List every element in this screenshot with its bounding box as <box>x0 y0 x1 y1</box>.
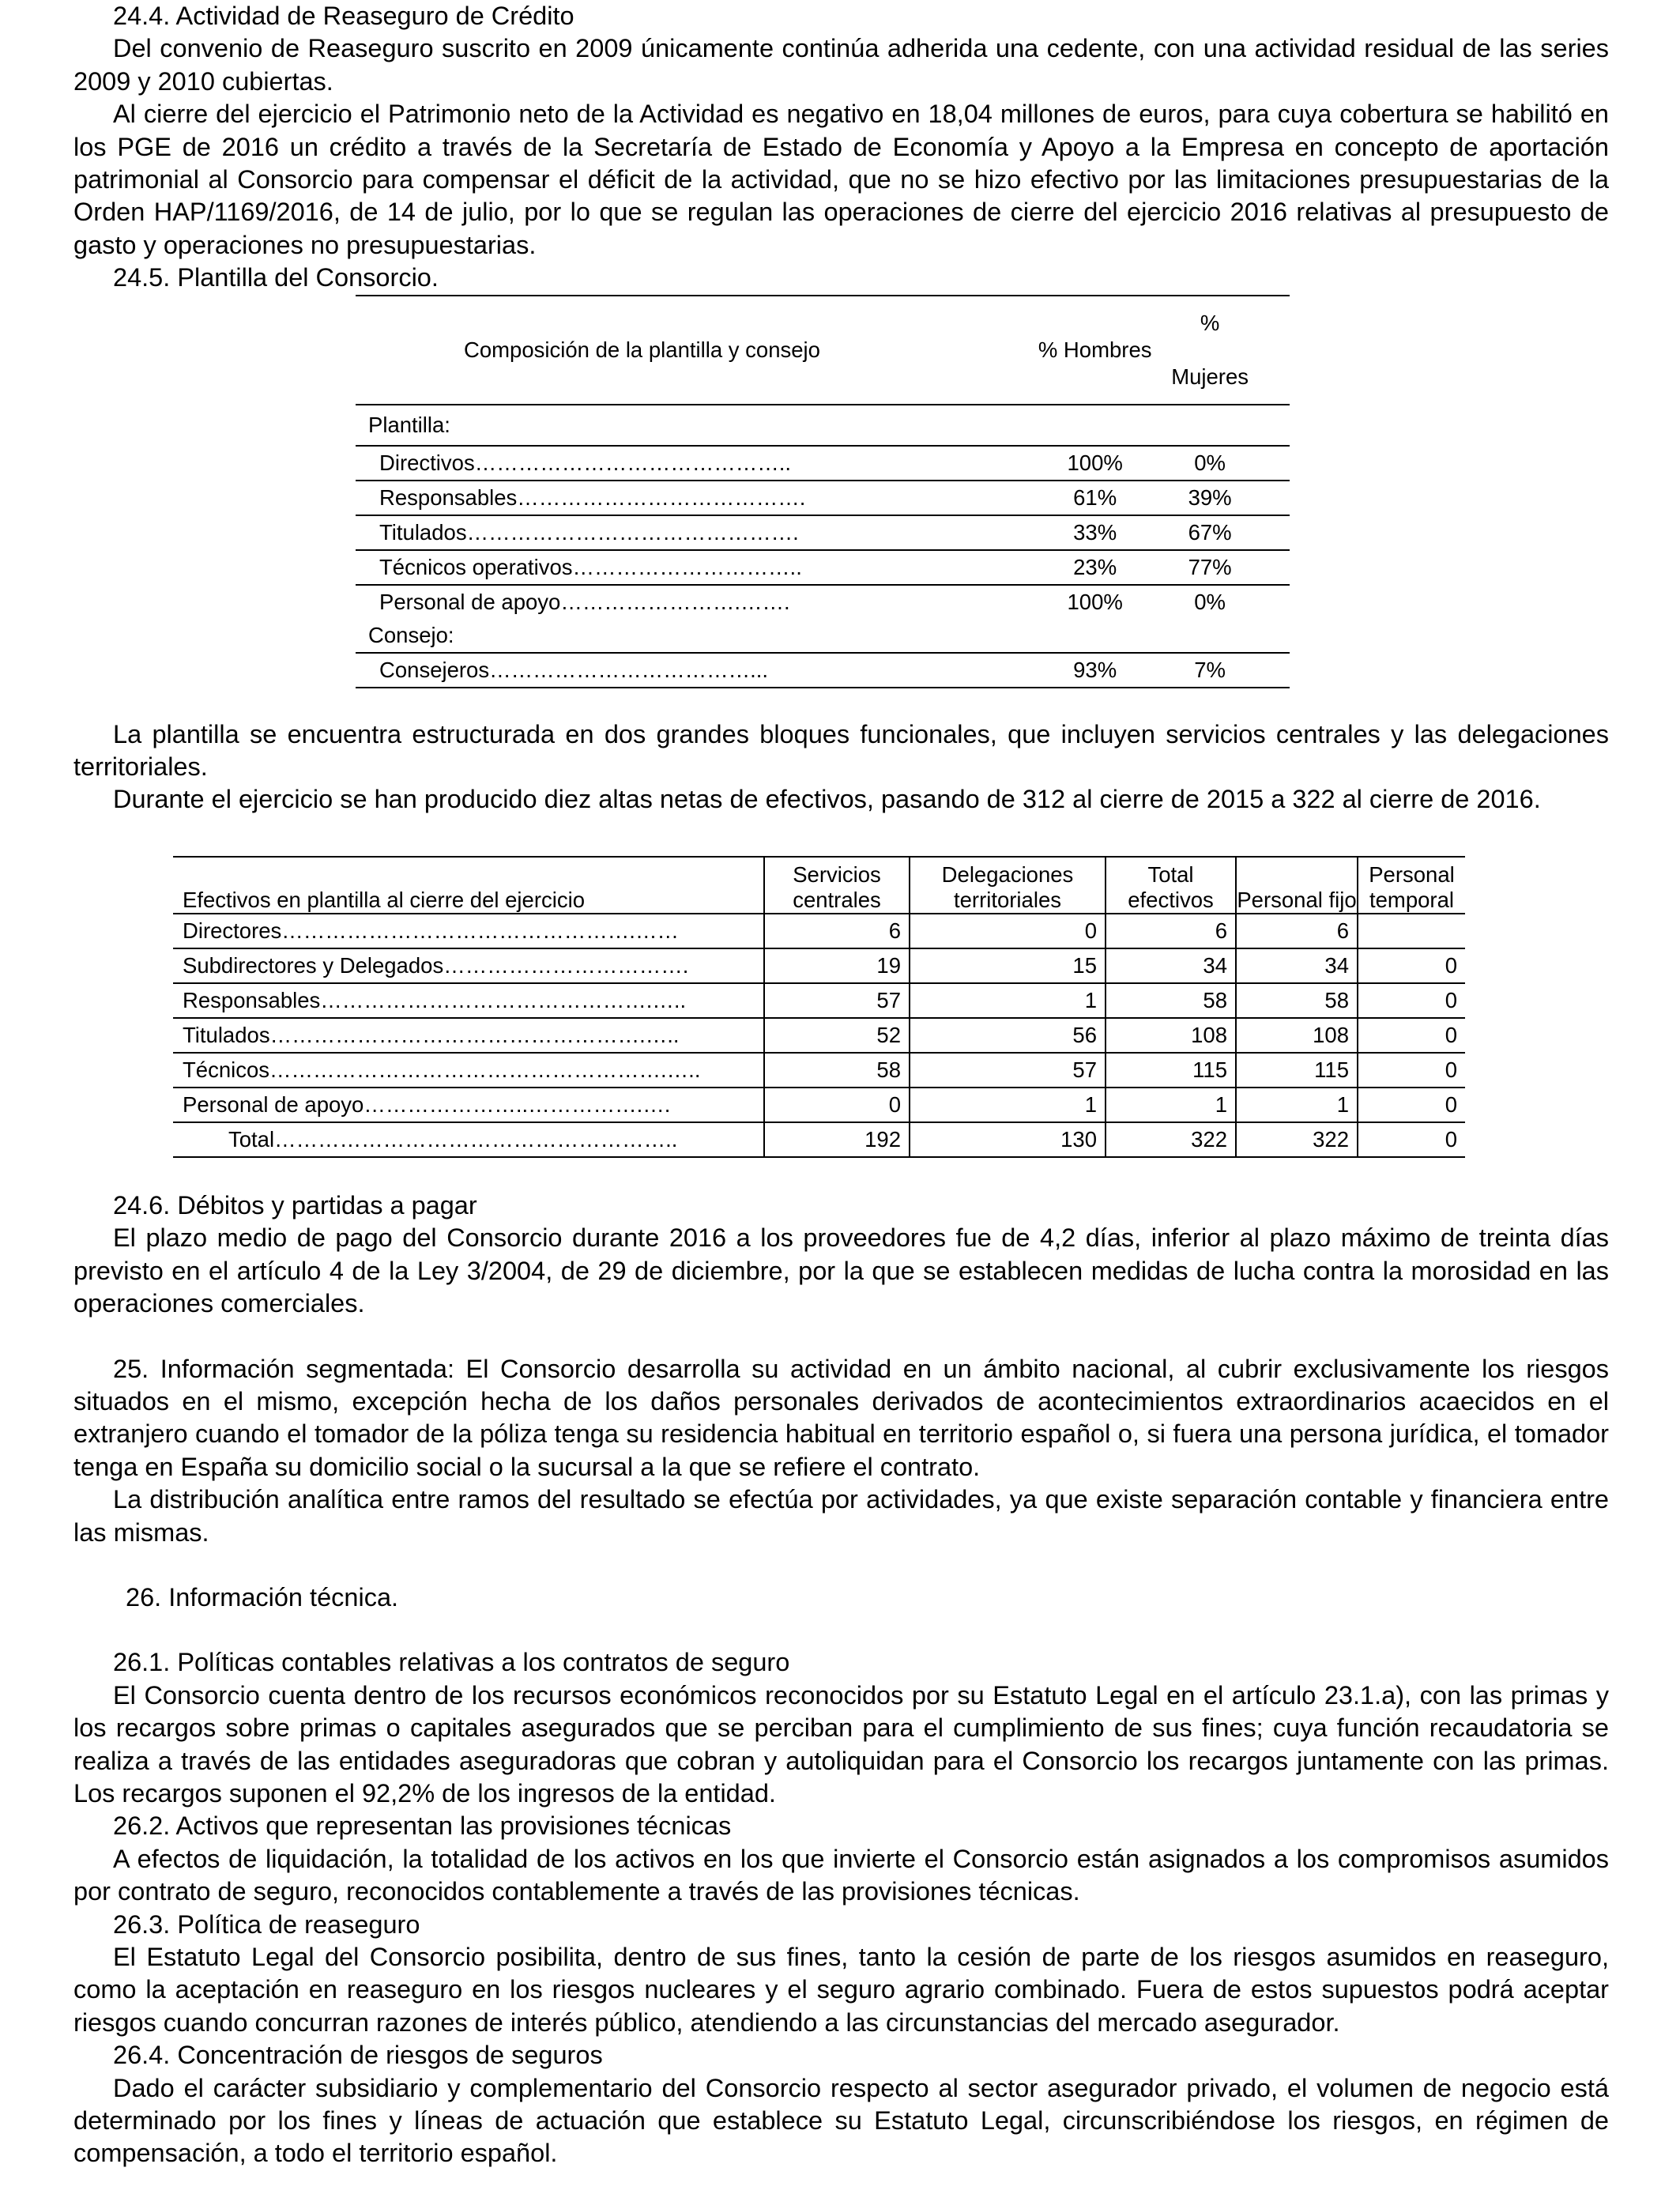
paragraph: Durante el ejercicio se han producido diez altas netas de efectivos, pasando de 312 al cierre de 2015 a 322 al cierre de 2016. <box>113 785 1541 814</box>
table-header-cell: Composición de la plantilla y consejo <box>356 296 1019 405</box>
cell-value: 0 <box>1358 983 1465 1018</box>
cell-value: 15 <box>910 948 1106 983</box>
cell-value: 6 <box>1106 914 1236 948</box>
cell-value: 57 <box>764 983 910 1018</box>
heading-24-5: 24.5. Plantilla del Consorcio. <box>113 263 439 292</box>
cell-value: 322 <box>1106 1122 1236 1157</box>
cell-value: 58 <box>764 1053 910 1088</box>
cell-value: 130 <box>910 1122 1106 1157</box>
cell-value: 0% <box>1194 589 1226 614</box>
cell-value <box>1358 914 1465 948</box>
table-row <box>173 1053 1465 1088</box>
cell-value: 1 <box>1106 1088 1236 1122</box>
table-header-cell: Total efectivos <box>1106 857 1236 914</box>
group-label: Consejo: <box>356 619 1290 653</box>
row-label: Responsables…………………………………. <box>356 481 1019 515</box>
heading-26-2: 26.2. Activos que representan las provisiones técnicas <box>113 1811 732 1841</box>
staff-composition-table <box>356 295 1290 688</box>
table-row <box>173 983 1465 1018</box>
paragraph: La distribución analítica entre ramos del resultado se efectúa por actividades, ya que existe separación contable y financiera entre las mismas. <box>73 1485 1609 1547</box>
cell-value: 192 <box>764 1122 910 1157</box>
cell-value: 0% <box>1171 446 1290 481</box>
table-group-row <box>356 405 1290 446</box>
table-row <box>356 446 1290 481</box>
heading-24-6: 24.6. Débitos y partidas a pagar <box>113 1190 477 1220</box>
paragraph: Al cierre del ejercicio el Patrimonio neto de la Actividad es negativo en 18,04 millones de euros, para cuya cobertura se habilitó en los PGE de 2016 un crédito a través de la Secretaría de Estado de Economía y Apoyo a la Empresa en concepto de aportación patrimonial al Consorcio para compensar el déficit de la actividad, que no se hizo efectivo por las limitaciones presupuestarias de la Orden HAP/1169/2016, de 14 de julio, por lo que se regulan las operaciones de cierre del ejercicio 2016 relativas al presupuesto de gasto y operaciones no presupuestarias. <box>73 100 1609 259</box>
heading-26-4: 26.4. Concentración de riesgos de seguros <box>113 2041 603 2070</box>
table-header-cell: % Hombres <box>1019 296 1171 405</box>
table-header-cell: Personal fijo <box>1236 857 1358 914</box>
table-row <box>356 550 1290 585</box>
paragraph: 25. Información segmentada: El Consorcio desarrolla su actividad en un ámbito nacional, al cubrir exclusivamente los riesgos situados en el mismo, excepción hecha de los daños personales derivados de acontecimientos extraordinarios acaecidos en el extranjero cuando el tomador de la póliza tenga su residencia habitual en territorio español o, si fuera una persona jurídica, el tomador tenga en España su domicilio social o la sucursal a la que se refiere el contrato. <box>73 1354 1609 1481</box>
paragraph: El plazo medio de pago del Consorcio durante 2016 a los proveedores fue de 4,2 días, inferior al plazo máximo de treinta días previsto en el artículo 4 de la Ley 3/2004, de 29 de diciembre, por la que se establecen medidas de lucha contra la morosidad en las operaciones comerciales. <box>73 1223 1609 1318</box>
cell-value: 6 <box>764 914 910 948</box>
paragraph: El Estatuto Legal del Consorcio posibilita, dentro de sus fines, tanto la cesión de parte de los riesgos asumidos en reaseguro, como la aceptación en reaseguro en los riesgos nucleares y el seguro agrario combinado. Fuera de estos supuestos podrá aceptar riesgos cuando concurran razones de interés público, atendiendo a las circunstancias del mercado asegurador. <box>73 1943 1609 2037</box>
paragraph: La plantilla se encuentra estructurada en dos grandes bloques funcionales, que incluyen servicios centrales y las delegaciones territoriales. <box>73 719 1609 782</box>
cell-value: 23% <box>1019 550 1171 585</box>
table-header-row <box>173 857 1465 914</box>
cell-value: 100% <box>1067 589 1123 614</box>
cell-value: 58 <box>1106 983 1236 1018</box>
staff-headcount-table <box>173 856 1465 1158</box>
group-label: Plantilla: <box>356 405 1290 446</box>
table-row <box>356 585 1290 619</box>
cell-value: 1 <box>910 983 1106 1018</box>
cell-value: 0 <box>1358 1053 1465 1088</box>
row-label: Directores………………………………………….…… <box>173 914 764 948</box>
heading-24-4: 24.4. Actividad de Reaseguro de Crédito <box>113 2 574 30</box>
cell-value: 0 <box>1358 948 1465 983</box>
table-header-cell: Delegaciones territoriales <box>910 857 1106 914</box>
cell-value: 93% <box>1019 653 1171 688</box>
heading-26-1: 26.1. Políticas contables relativas a los contratos de seguro <box>113 1648 790 1677</box>
cell-value: 322 <box>1236 1122 1358 1157</box>
cell-value: 115 <box>1236 1053 1358 1088</box>
cell-value: 1 <box>1236 1088 1358 1122</box>
cell-value: 34 <box>1236 948 1358 983</box>
table-header-row <box>356 296 1290 405</box>
table-row <box>173 1088 1465 1122</box>
paragraph: A efectos de liquidación, la totalidad de los activos en los que invierte el Consorcio están asignados a los compromisos asumidos por contrato de seguro, reconocidos contablemente a través de las provisiones técnicas. <box>73 1844 1609 1906</box>
cell-value: 52 <box>764 1018 910 1053</box>
row-label: Personal de apoyo…………………….……. <box>379 589 790 614</box>
cell-value: 108 <box>1236 1018 1358 1053</box>
cell-value: 6 <box>1236 914 1358 948</box>
row-label: Personal de apoyo…………………..…………….…. <box>173 1088 764 1122</box>
cell-value: 34 <box>1106 948 1236 983</box>
table-row <box>356 653 1290 688</box>
cell-value: 1 <box>910 1088 1106 1122</box>
table-header-cell: Efectivos en plantilla al cierre del ejercicio <box>173 857 764 914</box>
table-row <box>173 1018 1465 1053</box>
heading-26-3: 26.3. Política de reaseguro <box>113 1909 420 1939</box>
row-label: Consejeros………………………………... <box>356 653 1019 688</box>
row-label: Técnicos operativos………………………….. <box>356 550 1019 585</box>
row-label: Total……………………………………………….. <box>173 1122 764 1157</box>
cell-value: 57 <box>910 1053 1106 1088</box>
cell-value: 39% <box>1171 481 1290 515</box>
table-header-cell: Personal temporal <box>1358 857 1465 914</box>
row-label: Titulados…………………………………………….….. <box>173 1018 764 1053</box>
document-page <box>73 0 1609 2170</box>
cell-value: 67% <box>1171 515 1290 550</box>
cell-value: 77% <box>1171 550 1290 585</box>
cell-value: 61% <box>1019 481 1171 515</box>
row-label: Subdirectores y Delegados……………………………. <box>173 948 764 983</box>
cell-value: 33% <box>1019 515 1171 550</box>
table-row <box>356 515 1290 550</box>
cell-value: 19 <box>764 948 910 983</box>
cell-value: 0 <box>1358 1018 1465 1053</box>
table-header-cell: % Mujeres <box>1171 296 1290 405</box>
cell-value: 108 <box>1106 1018 1236 1053</box>
cell-value: 7% <box>1171 653 1290 688</box>
table-total-row <box>173 1122 1465 1157</box>
paragraph: El Consorcio cuenta dentro de los recursos económicos reconocidos por su Estatuto Legal en el artículo 23.1.a), con las primas y los recargos sobre primas o capitales asegurados que se perciban para el cumplimiento de sus fines; cuya función recaudatoria se realiza a través de las entidades aseguradoras que cobran y autoliquidan para el Consorcio los recargos juntamente con las primas. Los recargos suponen el 92,2% de los ingresos de la entidad. <box>73 1680 1609 1808</box>
table-header-cell: Servicios centrales <box>764 857 910 914</box>
table-group-row <box>356 619 1290 653</box>
cell-value: 115 <box>1106 1053 1236 1088</box>
cell-value: 58 <box>1236 983 1358 1018</box>
cell-value: 0 <box>1358 1122 1465 1157</box>
paragraph: Del convenio de Reaseguro suscrito en 2009 únicamente continúa adherida una cedente, con una actividad residual de las series 2009 y 2010 cubiertas. <box>73 34 1609 96</box>
table-row <box>173 948 1465 983</box>
table-row <box>173 914 1465 948</box>
row-label: Titulados………………………………………. <box>356 515 1019 550</box>
cell-value: 0 <box>910 914 1106 948</box>
row-label: Directivos…………………………………….. <box>356 446 1019 481</box>
cell-value: 100% <box>1019 446 1171 481</box>
paragraph: Dado el carácter subsidiario y complementario del Consorcio respecto al sector asegurador privado, el volumen de negocio está determinado por los fines y líneas de actuación que establece su Estatuto Legal, circunscribiéndose los riesgos, en régimen de compensación, a todo el territorio español. <box>73 2073 1609 2168</box>
cell-value: 0 <box>1358 1088 1465 1122</box>
heading-26: 26. Información técnica. <box>126 1582 399 1612</box>
cell-value: 0 <box>764 1088 910 1122</box>
cell-value: 56 <box>910 1018 1106 1053</box>
row-label: Responsables……………………………………….….. <box>173 983 764 1018</box>
row-label: Técnicos……………………………………………….….. <box>173 1053 764 1088</box>
table-row <box>356 481 1290 515</box>
